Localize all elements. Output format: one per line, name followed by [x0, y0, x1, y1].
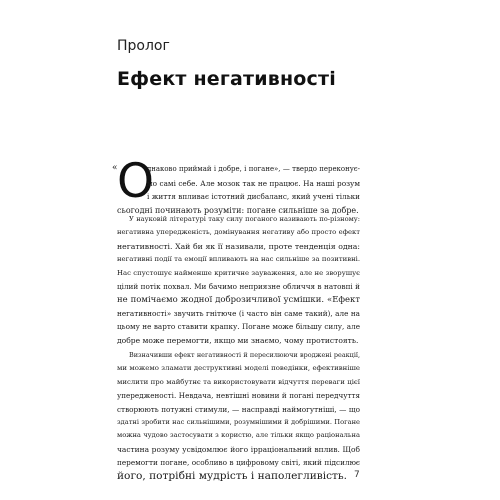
text-line: ми можемо зламати деструктивні моделі поведінки, ефективніше: [117, 364, 360, 373]
paragraph-3: [117, 349, 360, 483]
text-line: добре може перемогти, якщо ми знаємо, чому протистоять.: [117, 335, 359, 345]
text-line: частина розуму усвідомлює його ірраціональний вплив. Щоб: [117, 444, 360, 454]
text-line: негативна упередженість, домінування негативу або просто ефект: [117, 228, 360, 237]
text-line: днаково приймай і добре, і погане», — твердо переконує-: [147, 165, 360, 173]
text-line: його, потрібні мудрість і наполегливість.: [117, 469, 348, 482]
text-line: негативності. Хай би як її називали, проте тенденція одна:: [117, 241, 360, 251]
text-line: Визначивши ефект негативності й пересилюючи вроджені реакції,: [129, 351, 360, 359]
text-line: цілий потік похвал. Ми бачимо неприязне обличчя в натовпі й: [117, 281, 360, 291]
text-line: перемогти погане, особливо в цифровому світі, який підсилює: [117, 458, 360, 468]
text-line: негативності» звучить гнітюче (і часто він саме такий), але на: [117, 308, 360, 318]
text-line: не помічаємо жодної доброзичливої усмішки. «Ефект: [117, 294, 360, 305]
paragraph-1: [117, 154, 360, 217]
text-line: можна чудово застосувати з користю, але тільки якщо раціональна: [117, 431, 360, 440]
text-line: мислити про майбутнє та використовувати відчуття переваги цієї: [117, 377, 360, 386]
paragraph-2: [117, 213, 360, 347]
text-line: негативні події та емоції впливають на нас сильніше за позитивні.: [117, 255, 360, 264]
page-number: 7: [354, 470, 360, 480]
text-line: мо самі себе. Але мозок так не працює. На наші розум: [147, 178, 360, 188]
opening-quote-mark: «: [112, 163, 118, 173]
section-label: Пролог: [117, 38, 170, 54]
text-line: створюють потужні стимули, — насправді наймогутніші, — що: [117, 404, 360, 414]
text-line: Нас спустошує найменше критичне зауваження, але не зворушує: [117, 268, 360, 277]
text-line: цьому не варто ставити крапку. Погане може більшу силу, але: [117, 322, 360, 332]
text-line: сьогодні починають розуміти: погане сильніше за добре.: [117, 205, 359, 215]
text-line: упередженості. Невдача, невтішні новини й погані передчуття: [117, 391, 360, 401]
text-line: і життя впливає істотний дисбаланс, який учені тільки: [147, 192, 360, 202]
drop-cap: О: [117, 154, 154, 209]
chapter-title: Ефект негативності: [117, 68, 336, 90]
text-line: У науковій літературі таку силу поганого називають по-різному:: [129, 215, 360, 223]
text-line: здатні зробити нас сильнішими, розумнішими й добрішими. Погане: [117, 417, 360, 426]
